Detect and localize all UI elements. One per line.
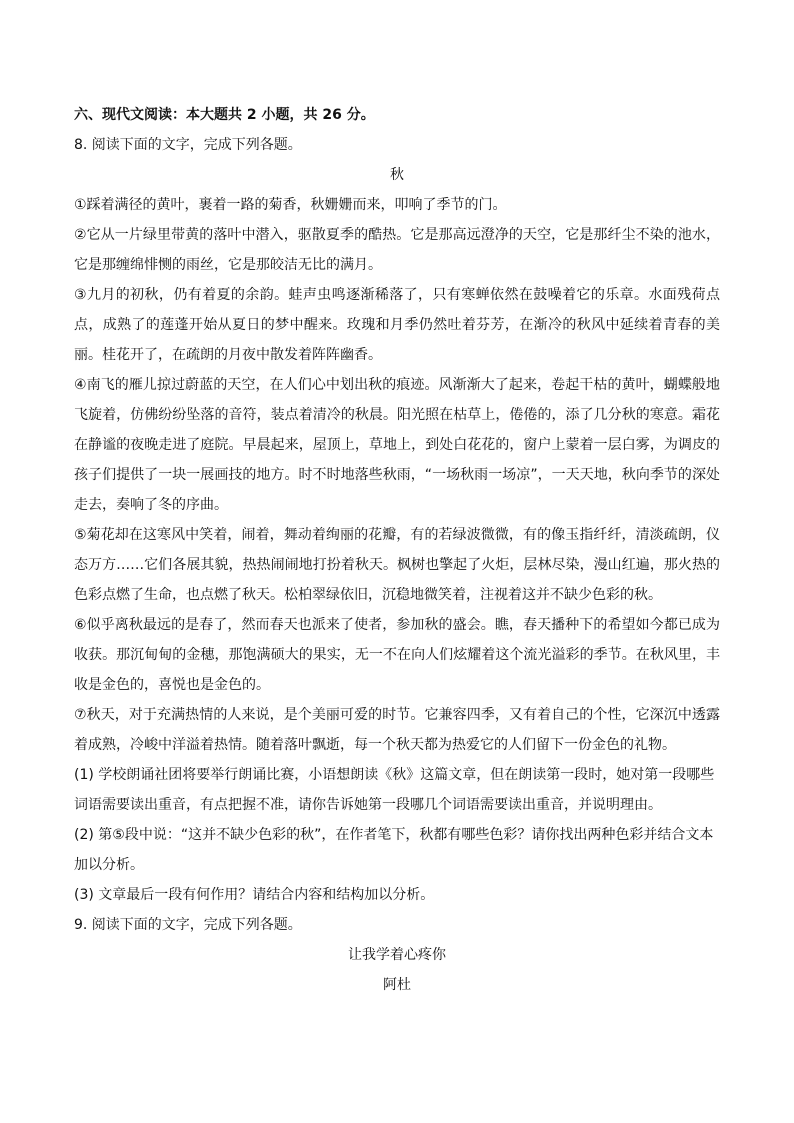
passage-2-title: 让我学着心疼你 [348, 947, 446, 963]
section-heading: 六、现代文阅读：本大题共 2 小题，共 26 分。 [74, 107, 375, 123]
subquestion-1: (1) 学校朗诵社团将要举行朗诵比赛，小语想朗读《秋》这篇文章，但在朗读第一段时，她对第一段哪些词语需要读出重音，有点把握不准，请你告诉她第一段哪几个词语需要读出重音，并说明理由。 [74, 767, 715, 813]
passage-1-body [74, 190, 720, 760]
passage-1-title: 秋 [390, 167, 404, 183]
paragraph-6: ⑥似乎离秋最远的是春了，然而春天也派来了使者，参加秋的盛会。瞧，春天播种下的希望如今都已成为收获。那沉甸甸的金穗，那饱满硕大的果实，无一不在向人们炫耀着这个流光溢彩的季节。在秋风里，丰收是金色的，喜悦也是金色的。 [74, 617, 720, 693]
subquestion-3: (3) 文章最后一段有何作用？请结合内容和结构加以分析。 [74, 887, 435, 903]
paragraph-7: ⑦秋天，对于充满热情的人来说，是个美丽可爱的时节。它兼容四季，又有着自己的个性，它深沉中透露着成熟，冷峻中洋溢着热情。随着落叶飘逝，每一个秋天都为热爱它的人们留下一份金色的礼物。 [74, 707, 720, 753]
paragraph-2: ②它从一片绿里带黄的落叶中潜入，驱散夏季的酷热。它是那高远澄净的天空，它是那纤尘不染的池水，它是那缠绵悱恻的雨丝，它是那皎洁无比的满月。 [74, 227, 720, 273]
question-9-intro: 9. 阅读下面的文字，完成下列各题。 [74, 917, 302, 933]
paragraph-1: ①踩着满径的黄叶，裹着一路的菊香，秋姗姗而来，叩响了季节的门。 [74, 197, 507, 213]
subquestion-2: (2) 第⑤段中说：“这并不缺少色彩的秋”，在作者笔下，秋都有哪些色彩？请你找出两种色彩并结合文本加以分析。 [74, 827, 714, 873]
paragraph-5: ⑤菊花却在这寒风中笑着，闹着，舞动着绚丽的花瓣，有的若绿波微微，有的像玉指纤纤，清淡疏朗，仪态万方……它们各展其貌，热热闹闹地打扮着秋天。枫树也擎起了火炬，层林尽染，漫山红遍，那火热的色彩点燃了生命，也点燃了秋天。松柏翠绿依旧，沉稳地微笑着，注视着这并不缺少色彩的秋。 [74, 527, 720, 603]
question-8-intro: 8. 阅读下面的文字，完成下列各题。 [74, 137, 302, 153]
paragraph-3: ③九月的初秋，仍有着夏的余韵。蛙声虫鸣逐渐稀落了，只有寒蝉依然在鼓噪着它的乐章。水面残荷点点，成熟了的莲蓬开始从夏日的梦中醒来。玫瑰和月季仍然吐着芬芳，在渐冷的秋风中延续着青春的美丽。桂花开了，在疏朗的月夜中散发着阵阵幽香。 [74, 287, 720, 363]
paragraph-4: ④南飞的雁儿掠过蔚蓝的天空，在人们心中划出秋的痕迹。风渐渐大了起来，卷起干枯的黄叶，蝴蝶般地飞旋着，仿佛纷纷坠落的音符，装点着清冷的秋晨。阳光照在枯草上，倦倦的，添了几分秋的寒意。霜花在静谧的夜晚走进了庭院。早晨起来，屋顶上，草地上，到处白花花的，窗户上蒙着一层白雾，为调皮的孩子们提供了一块一展画技的地方。时不时地落些秋雨，“一场秋雨一场凉”，一天天地，秋向季节的深处走去，奏响了冬的序曲。 [74, 377, 720, 513]
passage-2-author: 阿杜 [383, 977, 411, 993]
question-8-subquestions [74, 760, 720, 910]
